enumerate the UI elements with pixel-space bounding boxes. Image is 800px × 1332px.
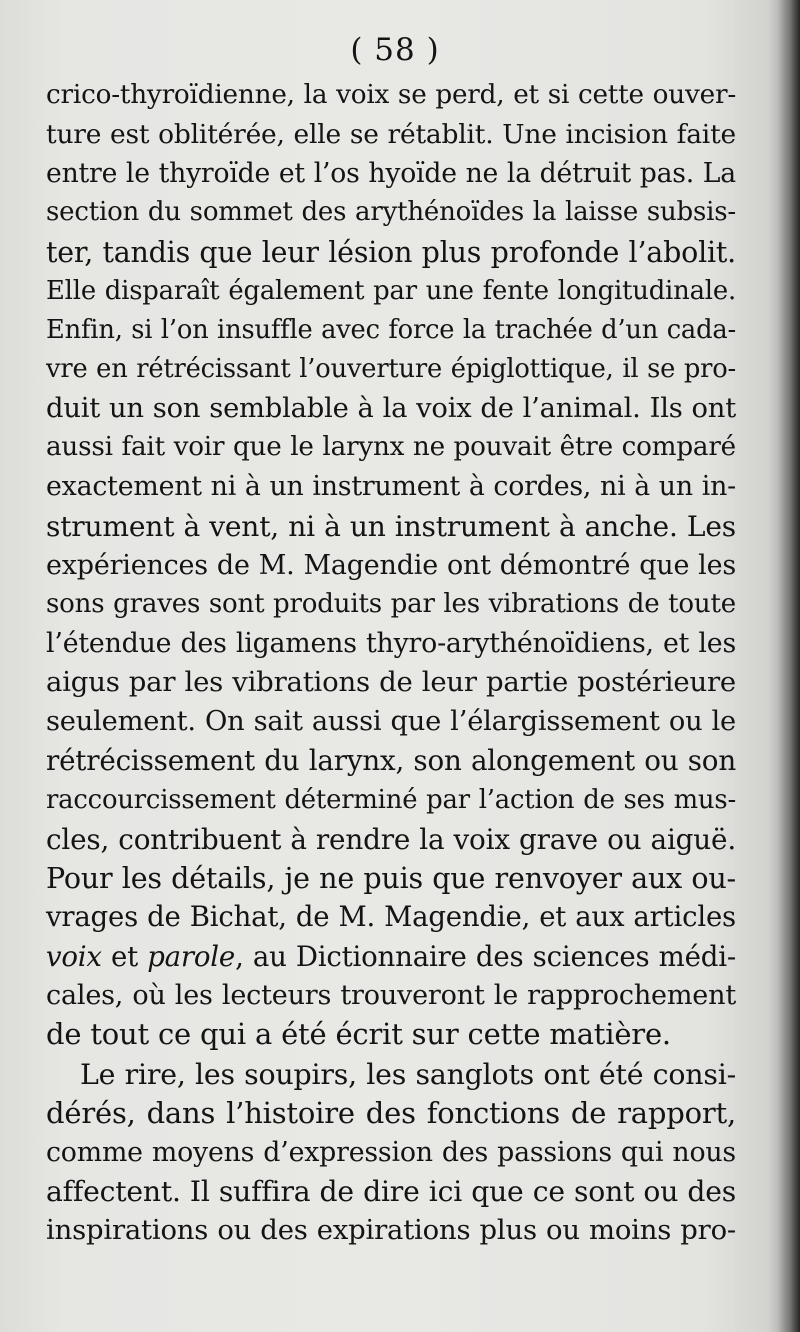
text-line: duit un son semblable à la voix de l’animal. Ils ont bbox=[46, 393, 736, 425]
text-line-with-italics bbox=[46, 937, 736, 976]
text-line: raccourcissement déterminé par l’action de ses mus- bbox=[46, 784, 736, 815]
text-line: entre le thyroïde et l’os hyoïde ne la détruit pas. La bbox=[46, 158, 736, 190]
text-line: sons graves sont produits par les vibrations de toute bbox=[46, 588, 736, 619]
text-line: seulement. On sait aussi que l’élargissement ou le bbox=[46, 706, 736, 738]
italic-term: voix bbox=[46, 940, 102, 974]
italic-term: parole bbox=[147, 940, 236, 974]
page-number: ( 58 ) bbox=[350, 32, 440, 68]
text-line: vre en rétrécissant l’ouverture épiglottique, il se pro- bbox=[46, 353, 736, 384]
text-line: ter, tandis que leur lésion plus profonde l’abolit. bbox=[46, 235, 736, 269]
text-line: aigus par les vibrations de leur partie postérieure bbox=[46, 666, 736, 699]
text-line: rétrécissement du larynx, son alongement ou son bbox=[46, 744, 736, 778]
text-line: l’étendue des ligamens thyro-arythénoïdiens, et les bbox=[46, 627, 736, 659]
text-line: crico-thyroïdienne, la voix se perd, et si cette ouver- bbox=[46, 80, 736, 110]
text-line: comme moyens d’expression des passions qui nous bbox=[46, 1136, 736, 1168]
text-line: ture est oblitérée, elle se rétablit. Une incision faite bbox=[46, 119, 736, 151]
inline-text: , au Dictionnaire des sciences médi- bbox=[235, 940, 736, 974]
text-line: cales, où les lecteurs trouveront le rapprochement bbox=[46, 980, 736, 1012]
text-line: dérés, dans l’histoire des fonctions de rapport, bbox=[46, 1095, 736, 1130]
text-line: Elle disparaît également par une fente longitudinale. bbox=[46, 275, 736, 306]
text-line: Enfin, si l’on insuffle avec force la trachée d’un cada- bbox=[46, 314, 736, 345]
text-line: affectent. Il suffira de dire ici que ce sont ou des bbox=[46, 1174, 736, 1208]
text-line: aussi fait voir que le larynx ne pouvait être comparé bbox=[46, 432, 736, 463]
text-line: section du sommet des arythénoïdes la laisse subsis- bbox=[46, 197, 736, 228]
text-line: vrages de Bichat, de M. Magendie, et aux articles bbox=[46, 900, 736, 933]
inline-text: et bbox=[101, 940, 148, 974]
paragraph-start-line: Le rire, les soupirs, les sanglots ont été consi- bbox=[80, 1057, 736, 1091]
paragraph-end-line: de tout ce qui a été écrit sur cette matière. bbox=[46, 1017, 671, 1052]
text-line: cles, contribuent à rendre la voix grave ou aiguë. bbox=[46, 822, 736, 856]
text-line: Pour les détails, je ne puis que renvoyer aux ou- bbox=[46, 860, 736, 895]
text-line: exactement ni à un instrument à cordes, ni à un in- bbox=[46, 471, 736, 503]
page-edge-shadow bbox=[778, 0, 800, 1332]
text-line: expériences de M. Magendie ont démontré que les bbox=[46, 549, 736, 581]
body-text bbox=[46, 76, 736, 1250]
text-line: inspirations ou des expirations plus ou moins pro- bbox=[46, 1215, 736, 1247]
text-line: strument à vent, ni à un instrument à anche. Les bbox=[46, 509, 736, 543]
